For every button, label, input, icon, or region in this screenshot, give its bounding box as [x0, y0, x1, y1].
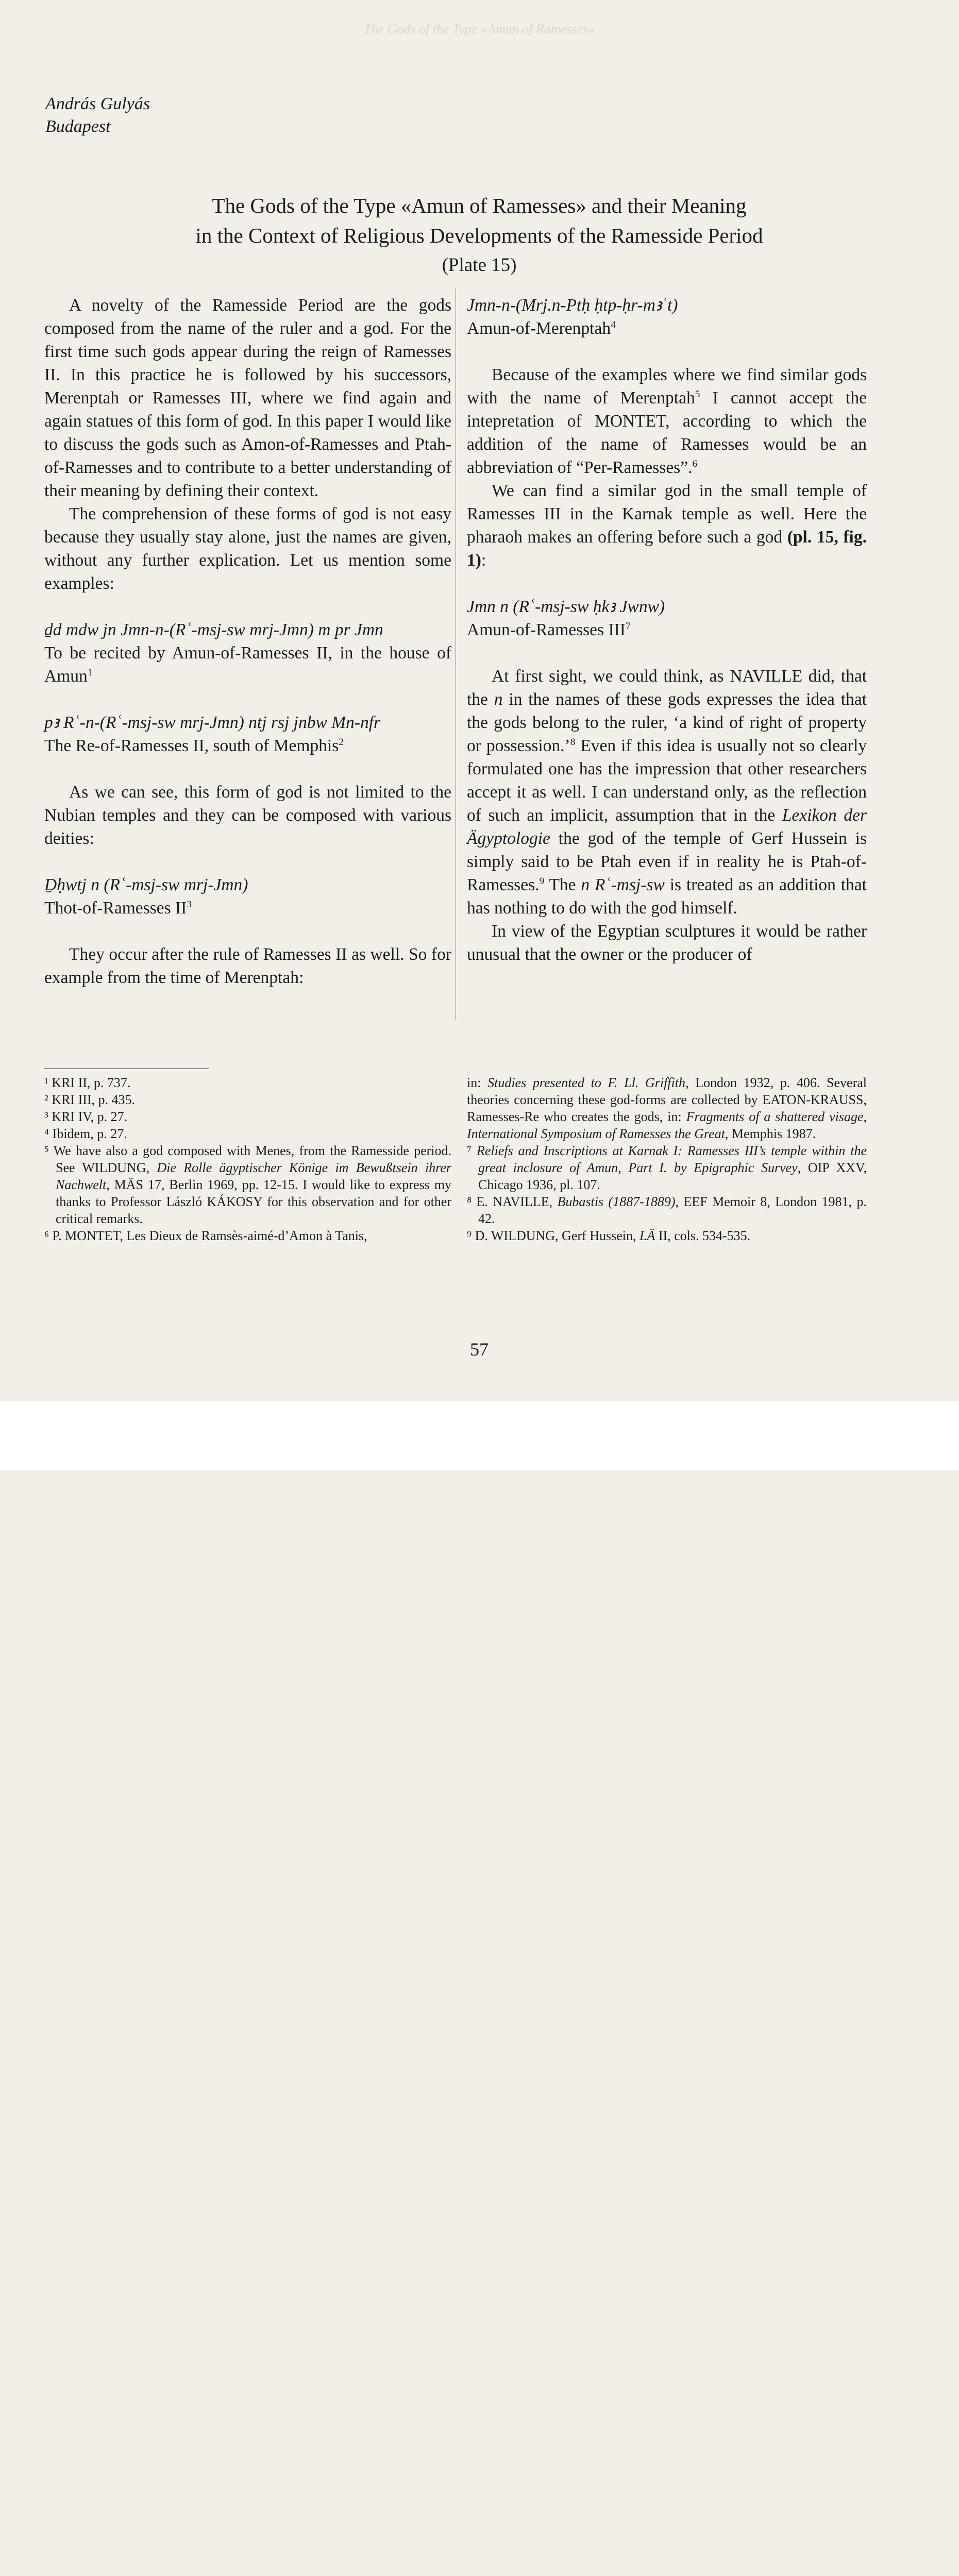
example-5-translation: Amun-of-Ramesses III$^7$	[467, 620, 631, 639]
author-block	[45, 93, 150, 138]
paragraph-montet: Because of the examples where we find similar gods with the name of Merenptah$^5$ I cannot accept the intepretation of MONTET, according to which the addition of the name of Ramesses would be an abbreviation of “Per-Ramesses”.$^6$	[467, 365, 867, 477]
footnote-2: ² KRI III, p. 435.	[44, 1092, 136, 1107]
bleed-through-header: The Gods of the Type »Amun of Ramesses«	[364, 22, 595, 37]
right-column	[467, 294, 867, 966]
example-1-translation: To be recited by Amun-of-Ramesses II, in the house of Amun$^1$	[44, 643, 451, 686]
digitization-footer	[0, 1401, 959, 1470]
example-4-translation: Amun-of-Merenptah$^4$	[467, 319, 616, 338]
footnote-4: ⁴ Ibidem, p. 27.	[44, 1126, 127, 1141]
footnote-ref-3[interactable]: 3	[187, 899, 192, 910]
footnotes-right	[467, 1074, 867, 1244]
example-5-transliteration: Jmn n (Rʿ-msj-sw ḥkꜣ Jwnw)	[467, 597, 665, 616]
title-line-1: The Gods of the Type «Amun of Ramesses» and their Meaning	[212, 194, 747, 217]
footnote-ref-2[interactable]: 2	[339, 736, 344, 748]
footnote-3: ³ KRI IV, p. 27.	[44, 1109, 128, 1124]
paragraph-comprehension: The comprehension of these forms of god is not easy because they usually stay alone, just the names are given, without any further explication. Let us mention some examples:	[44, 504, 451, 593]
example-2-transliteration: pꜣ Rʿ-n-(Rʿ-msj-sw mrj-Jmn) ntj rsj jnbw Mn-nfr	[44, 713, 381, 732]
paragraph-deities: As we can see, this form of god is not limited to the Nubian temples and they can be composed with various deities:	[44, 783, 451, 848]
footnote-ref-4[interactable]: 4	[611, 319, 616, 330]
footnote-ref-6[interactable]: 6	[692, 458, 698, 469]
footnote-8: ⁸ E. NAVILLE, Bubastis (1887-1889), EEF Memoir 8, London 1981, p. 42.	[467, 1194, 867, 1226]
paragraph-naville: At first sight, we could think, as NAVILLE did, that the n in the names of these gods expresses the idea that the gods belong to the ruler, ‘a kind of right of property or possession.’$^8$ Even if this idea is usually not so clearly formulated one has the impression that other researchers accept it as well. I can understand only, as the reflection of such an implicit, assumption that in the Lexikon der Ägyptologie the god of the temple of Gerf Hussein is simply said to be Ptah even if in reality he is Ptah-of-Ramesses.$^9$ The n Rʿ-msj-sw is treated as an addition that has nothing to do with the god himself.	[467, 667, 867, 918]
paragraph-sculptures: In view of the Egyptian sculptures it would be rather unusual that the owner or the producer of	[467, 922, 867, 964]
footnote-7: ⁷ Reliefs and Inscriptions at Karnak I: Ramesses III’s temple within the great inclosure of Amun, Part I. by Epigraphic Survey, OIP XXV, Chicago 1936, pl. 107.	[467, 1143, 867, 1192]
example-1-transliteration: ḏd mdw jn Jmn-n-(Rʿ-msj-sw mrj-Jmn) m pr Jmn	[44, 620, 383, 639]
example-3-translation: Thot-of-Ramesses $II^3$	[44, 899, 192, 918]
page-number: 57	[470, 1339, 489, 1360]
example-2-translation: The Re-of-Ramesses II, south of Memphis$^2$	[44, 736, 344, 755]
plate-figure-link[interactable]: (pl. 15, fig. 1)	[467, 528, 867, 570]
author-city: Budapest	[45, 117, 111, 136]
paragraph-karnak: We can find a similar god in the small temple of Ramesses III in the Karnak temple as well. Here the pharaoh makes an offering before such a god (pl. 15, fig. 1):	[467, 481, 867, 570]
example-4-transliteration: Jmn-n-(Mrj.n-Ptḥ ḥtp-ḥr-mꜣʿt)	[467, 296, 678, 315]
article-title	[52, 191, 907, 280]
plate-reference: (Plate 15)	[442, 255, 517, 276]
footnote-ref-8[interactable]: 8	[570, 736, 576, 748]
footnote-ref-5[interactable]: 5	[695, 388, 700, 400]
footnote-6-continued: in: Studies presented to F. Ll. Griffith, London 1932, p. 406. Several theories concerning these god-forms are collected by EATON-KRAUSS, Ramesses-Re who creates the gods, in: Fragments of a shattered visage, International Symposium of Ramesses the Great, Memphis 1987.	[467, 1075, 867, 1141]
paragraph-intro: A novelty of the Ramesside Period are the gods composed from the name of the ruler and a god. For the first time such gods appear during the reign of Ramesses II. In this practice he is followed by his successors, Merenptah or Ramesses III, where we find again and again statues of this form of god. In this paper I would like to discuss the gods such as Amon-of-Ramesses and Ptah-of-Ramesses and to contribute to a better understanding of their meaning by defining their context.	[44, 296, 451, 500]
footnote-1: ¹ KRI II, p. 737.	[44, 1075, 131, 1090]
title-line-2: in the Context of Religious Developments of the Ramesside Period	[195, 224, 763, 247]
author-name: András Gulyás	[45, 94, 150, 113]
footnote-ref-7[interactable]: 7	[625, 620, 631, 632]
example-3-transliteration: Ḏḥwtj n (Rʿ-msj-sw mrj-Jmn)	[44, 875, 248, 894]
footnote-ref-1[interactable]: 1	[87, 667, 93, 678]
footnote-ref-9[interactable]: 9	[539, 875, 545, 887]
footnote-6: ⁶ P. MONTET, Les Dieux de Ramsès-aimé-d’Amon à Tanis,	[44, 1228, 367, 1243]
footnote-9: ⁹ D. WILDUNG, Gerf Hussein, LÄ II, cols. 534-535.	[467, 1228, 751, 1243]
paragraph-merenptah: They occur after the rule of Ramesses II as well. So for example from the time of Merenptah:	[44, 945, 451, 987]
left-column	[44, 294, 451, 989]
footnote-5: ⁵ We have also a god composed with Menes, from the Ramesside period. See WILDUNG, Die Rolle ägyptischer Könige im Bewußtsein ihrer Nachwelt, MÄS 17, Berlin 1969, pp. 12-15. I would like to express my thanks to Professor László KÁKOSY for this observation and for other critical remarks.	[44, 1143, 451, 1226]
footnotes-left	[44, 1074, 451, 1244]
